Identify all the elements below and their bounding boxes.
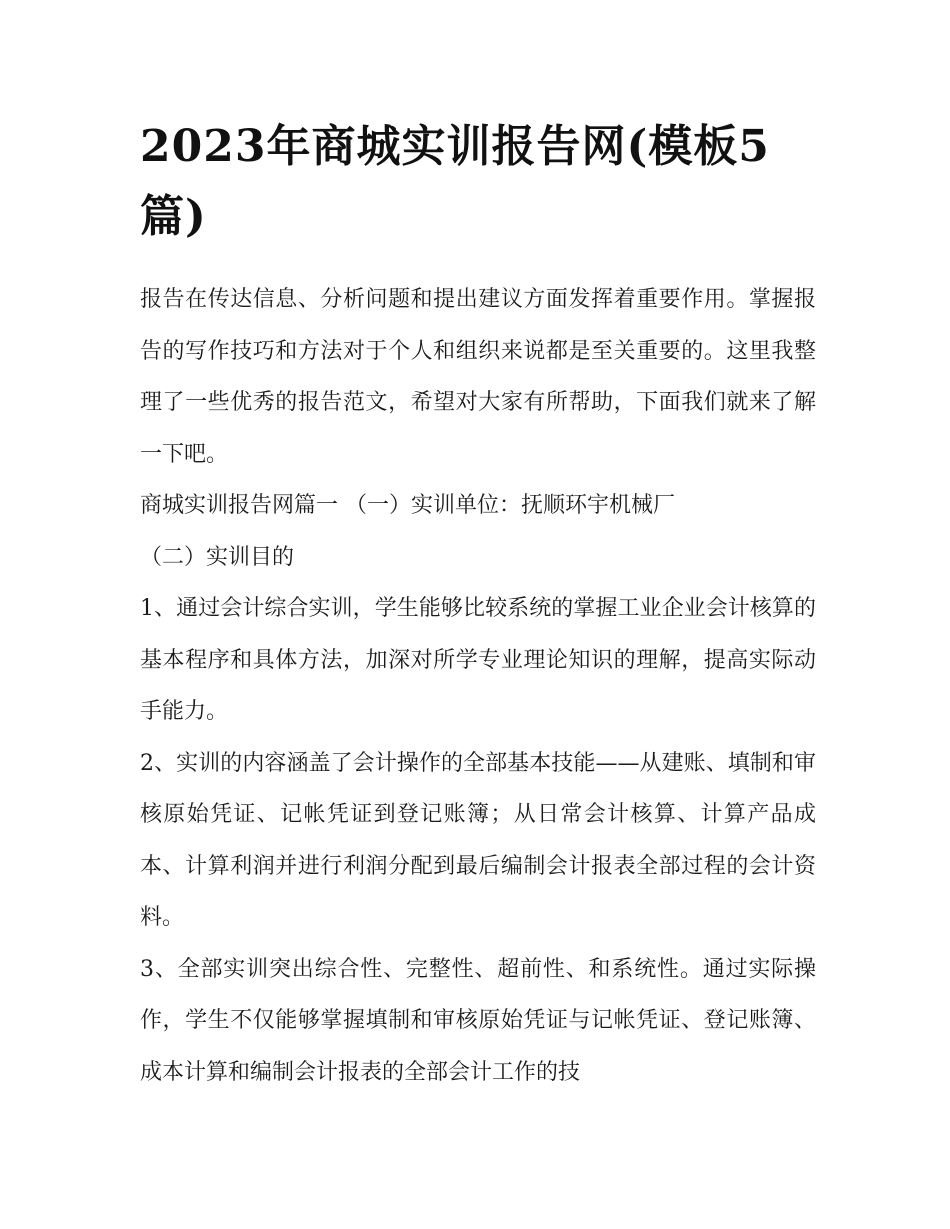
intro-paragraph: 报告在传达信息、分析问题和提出建议方面发挥着重要作用。掌握报告的写作技巧和方法对于个人和组织来说都是至关重要的。这里我整理了一些优秀的报告范文，希望对大家有所帮助，下面我们就来了解一下吧。	[140, 287, 816, 467]
purpose-item-1: 1、通过会计综合实训，学生能够比较系统的掌握工业企业会计核算的基本程序和具体方法，加深对所学专业理论知识的理解，提高实际动手能力。	[140, 596, 816, 724]
document-title: 2023年商城实训报告网(模板5篇)	[140, 121, 770, 242]
document-body	[140, 112, 816, 1098]
section-purpose-heading: （二）实训目的	[140, 544, 295, 570]
purpose-item-3: 3、全部实训突出综合性、完整性、超前性、和系统性。通过实际操作，学生不仅能够掌握填制和审核原始凭证与记帐凭证、登记账簿、成本计算和编制会计报表的全部会计工作的技	[140, 956, 816, 1085]
purpose-item-2: 2、实训的内容涵盖了会计操作的全部基本技能——从建账、填制和审核原始凭证、记帐凭证到登记账簿；从日常会计核算、计算产品成本、计算利润并进行利润分配到最后编制会计报表全部过程的会计资料。	[140, 750, 816, 930]
section-one-unit: 商城实训报告网篇一 （一）实训单位：抚顺环宇机械厂	[140, 493, 675, 518]
